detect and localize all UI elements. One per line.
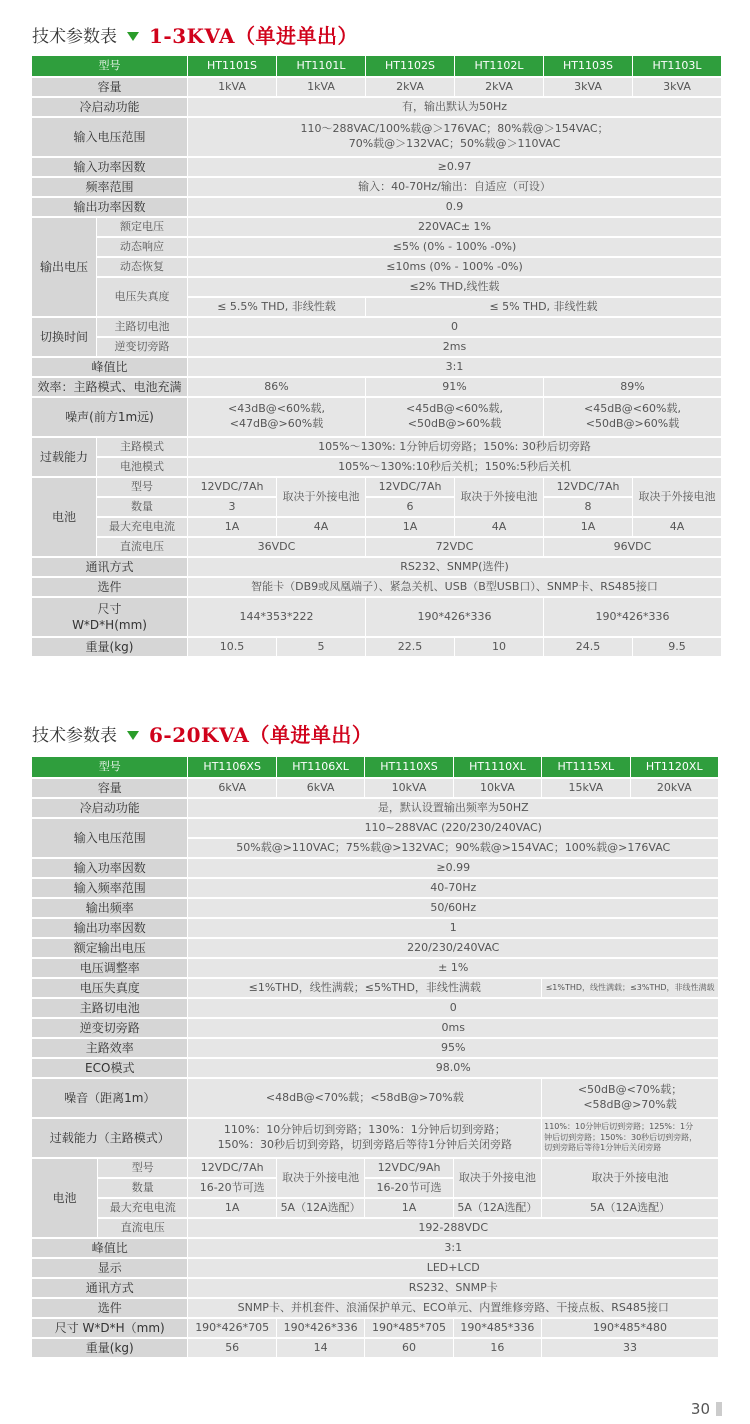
table-row xyxy=(32,118,721,156)
value-cell: 40-70Hz xyxy=(188,879,718,897)
value-cell: 取决于外接电池 xyxy=(455,478,543,516)
value-cell: 0ms xyxy=(188,1019,718,1037)
value-line: 钟后切到旁路；150%：30秒后切到旁路， xyxy=(544,1132,698,1142)
value-cell: 10.5 xyxy=(188,638,276,656)
row-label: 容量 xyxy=(32,78,187,96)
value-cell: 190*426*705 xyxy=(188,1319,275,1337)
value-cell: ≥0.99 xyxy=(188,859,718,877)
value-cell: 50%载@>110VAC；75%载@>132VAC；90%载@>154VAC；100%载@>176VAC xyxy=(188,839,718,857)
value-line: 70%载@＞132VAC；50%载@＞110VAC xyxy=(348,137,561,150)
value-cell: 95% xyxy=(188,1039,718,1057)
table-row xyxy=(32,1299,718,1317)
row-label: 通讯方式 xyxy=(32,1279,187,1297)
value-cell: 105%～130%: 1分钟后切旁路；150%: 30秒后切旁路 xyxy=(188,438,721,456)
value-cell: 1A xyxy=(544,518,632,536)
section-title-2 xyxy=(32,716,372,750)
value-cell: ± 1% xyxy=(188,959,718,977)
group-label: 输出电压 xyxy=(32,218,96,316)
table-row xyxy=(32,458,721,476)
row-label: 输入电压范围 xyxy=(32,118,187,156)
table-row xyxy=(32,578,721,596)
value-cell: 3:1 xyxy=(188,358,721,376)
table-row xyxy=(32,1239,718,1257)
sub-label: 数量 xyxy=(97,498,187,516)
value-line: <47dB@>60%载 xyxy=(229,417,324,430)
row-label: 输出功率因数 xyxy=(32,919,187,937)
value-cell: 20kVA xyxy=(631,779,718,797)
table-row xyxy=(32,1039,718,1057)
value-cell: 22.5 xyxy=(366,638,454,656)
value-cell: 12VDC/7Ah xyxy=(366,478,454,496)
value-cell: 16-20节可选 xyxy=(188,1179,275,1197)
model-cell: HT1120XL xyxy=(631,757,718,777)
value-cell: ≤ 5% THD, 非线性载 xyxy=(366,298,721,316)
value-cell: 14 xyxy=(277,1339,364,1357)
row-label: 选件 xyxy=(32,1299,187,1317)
value-cell: 50/60Hz xyxy=(188,899,718,917)
row-label: 输入功率因数 xyxy=(32,859,187,877)
value-cell: 190*485*336 xyxy=(454,1319,541,1337)
model-cell: HT1103S xyxy=(544,56,632,76)
value-cell: 取决于外接电池 xyxy=(542,1159,718,1197)
sub-label: 动态响应 xyxy=(97,238,187,256)
value-cell: 12VDC/7Ah xyxy=(188,1159,275,1177)
value-cell: 190*426*336 xyxy=(277,1319,364,1337)
row-label: 重量(kg) xyxy=(32,638,187,656)
sub-label: 型号 xyxy=(98,1159,187,1177)
value-cell: 60 xyxy=(365,1339,452,1357)
value-cell: 1A xyxy=(188,518,276,536)
value-cell: 192-288VDC xyxy=(188,1219,718,1237)
value-line: <43dB@<60%载, xyxy=(228,402,325,416)
value-cell: ≤ 5.5% THD, 非线性载 xyxy=(188,298,365,316)
row-label: 输入功率因数 xyxy=(32,158,187,176)
table-row xyxy=(32,318,721,336)
table-row xyxy=(32,178,721,196)
table-row xyxy=(32,1339,718,1357)
table-row xyxy=(32,919,718,937)
value-cell: 输入：40-70Hz/输出：自适应（可设） xyxy=(188,178,721,196)
value-cell: 220VAC± 1% xyxy=(188,218,721,236)
value-cell: <48dB@<70%载；<58dB@>70%载 xyxy=(188,1079,541,1117)
value-cell: 2ms xyxy=(188,338,721,356)
value-line: <45dB@<60%载, xyxy=(406,402,503,416)
page-number xyxy=(691,1400,722,1418)
table-row xyxy=(32,258,721,276)
table-row xyxy=(32,1059,718,1077)
section-title-range: 1-3KVA（单进单出） xyxy=(149,23,358,48)
value-cell: 33 xyxy=(542,1339,718,1357)
value-cell: 96VDC xyxy=(544,538,721,556)
value-cell: 1kVA xyxy=(188,78,276,96)
row-label: 电压失真度 xyxy=(32,979,187,997)
value-cell: 1A xyxy=(366,518,454,536)
table-row xyxy=(32,1219,718,1237)
value-cell: 0 xyxy=(188,318,721,336)
row-label: 噪声(前方1m远) xyxy=(32,398,187,436)
value-cell: 190*485*705 xyxy=(365,1319,452,1337)
value-cell xyxy=(542,1119,718,1157)
table-row xyxy=(32,638,721,656)
row-label: 峰值比 xyxy=(32,358,187,376)
row-label: 峰值比 xyxy=(32,1239,187,1257)
value-cell: ≥0.97 xyxy=(188,158,721,176)
model-cell: HT1106XS xyxy=(188,757,275,777)
value-cell: 190*485*480 xyxy=(542,1319,718,1337)
spec-table-6kva-20kva xyxy=(32,755,718,1359)
value-cell: 56 xyxy=(188,1339,275,1357)
table-row xyxy=(32,859,718,877)
model-cell: HT1103L xyxy=(633,56,721,76)
group-label: 电池 xyxy=(32,478,96,556)
table-row xyxy=(32,959,718,977)
model-cell: HT1110XS xyxy=(365,757,452,777)
sub-label: 逆变切旁路 xyxy=(97,338,187,356)
group-label: 电池 xyxy=(32,1159,97,1237)
row-label: 额定输出电压 xyxy=(32,939,187,957)
value-cell: 1 xyxy=(188,919,718,937)
value-cell: ≤2% THD,线性载 xyxy=(188,278,721,296)
value-cell: 5A（12A选配） xyxy=(454,1199,541,1217)
model-cell: HT1106XL xyxy=(277,757,364,777)
table-row xyxy=(32,98,721,116)
value-cell: 是，默认设置输出频率为50HZ xyxy=(188,799,718,817)
value-cell: 98.0% xyxy=(188,1059,718,1077)
table-row xyxy=(32,198,721,216)
row-label: 频率范围 xyxy=(32,178,187,196)
table-row xyxy=(32,939,718,957)
row-label: 重量(kg) xyxy=(32,1339,187,1357)
label-line: 尺寸 xyxy=(97,601,122,616)
model-cell: HT1102L xyxy=(455,56,543,76)
value-cell: 10kVA xyxy=(365,779,452,797)
value-line: <50dB@<70%载； xyxy=(577,1083,683,1097)
value-cell: 4A xyxy=(633,518,721,536)
value-cell: 取决于外接电池 xyxy=(277,478,365,516)
value-line: 110%：10分钟后切到旁路；125%：1分 xyxy=(544,1122,694,1132)
value-cell: 6kVA xyxy=(277,779,364,797)
value-cell: 6 xyxy=(366,498,454,516)
value-cell: 10 xyxy=(455,638,543,656)
value-cell: 4A xyxy=(455,518,543,536)
value-cell: 15kVA xyxy=(542,779,629,797)
value-cell: 86% xyxy=(188,378,365,396)
row-label: 型号 xyxy=(32,757,187,777)
label-line: W*D*H(mm) xyxy=(72,618,147,632)
row-label: 型号 xyxy=(32,56,187,76)
table-row xyxy=(32,757,718,777)
value-line: 150%：30秒后切到旁路，切到旁路后等待1分钟后关闭旁路 xyxy=(217,1138,513,1151)
value-cell: 取决于外接电池 xyxy=(633,478,721,516)
table-row xyxy=(32,819,718,837)
value-cell: 89% xyxy=(544,378,721,396)
section-title-label: 技术参数表 xyxy=(32,26,117,47)
table-row xyxy=(32,1159,718,1177)
row-label: 容量 xyxy=(32,779,187,797)
table-row xyxy=(32,398,721,436)
table-row xyxy=(32,899,718,917)
table-row xyxy=(32,438,721,456)
row-label: 逆变切旁路 xyxy=(32,1019,187,1037)
table-row xyxy=(32,218,721,236)
table-row xyxy=(32,1079,718,1117)
row-label: 过载能力（主路模式） xyxy=(32,1119,187,1157)
sub-label: 额定电压 xyxy=(97,218,187,236)
value-cell: 36VDC xyxy=(188,538,365,556)
value-cell: 3 xyxy=(188,498,276,516)
table-row xyxy=(32,779,718,797)
row-label xyxy=(32,598,187,636)
value-line: <50dB@>60%载 xyxy=(585,417,680,430)
value-cell: 6kVA xyxy=(188,779,275,797)
sub-label: 数量 xyxy=(98,1179,187,1197)
value-cell: 110~288VAC (220/230/240VAC) xyxy=(188,819,718,837)
value-cell: 16-20节可选 xyxy=(365,1179,452,1197)
row-label: 冷启动功能 xyxy=(32,98,187,116)
table-row xyxy=(32,238,721,256)
table-row xyxy=(32,1119,718,1157)
group-label: 切换时间 xyxy=(32,318,96,356)
value-cell: 有，输出默认为50Hz xyxy=(188,98,721,116)
table-row xyxy=(32,338,721,356)
value-cell: 1A xyxy=(188,1199,275,1217)
table-row xyxy=(32,158,721,176)
value-cell: ≤1%THD，线性满载；≤3%THD，非线性满载 xyxy=(542,979,718,997)
row-label: ECO模式 xyxy=(32,1059,187,1077)
sub-label: 直流电压 xyxy=(98,1219,187,1237)
value-line: <58dB@>70%载 xyxy=(583,1098,677,1111)
value-cell: 10kVA xyxy=(454,779,541,797)
value-cell: 1A xyxy=(365,1199,452,1217)
row-label: 选件 xyxy=(32,578,187,596)
sub-label: 电压失真度 xyxy=(97,278,187,316)
value-cell: 2kVA xyxy=(366,78,454,96)
value-cell: LED+LCD xyxy=(188,1259,718,1277)
table-row xyxy=(32,879,718,897)
table-row xyxy=(32,558,721,576)
value-line: 110%：10分钟后切到旁路；130%：1分钟后切到旁路； xyxy=(223,1123,506,1137)
value-cell: 24.5 xyxy=(544,638,632,656)
row-label: 输出功率因数 xyxy=(32,198,187,216)
sub-label: 型号 xyxy=(97,478,187,496)
value-cell: 9.5 xyxy=(633,638,721,656)
value-cell: 4A xyxy=(277,518,365,536)
value-cell: 0.9 xyxy=(188,198,721,216)
value-cell: 5A（12A选配） xyxy=(542,1199,718,1217)
table-row xyxy=(32,1199,718,1217)
page-marker xyxy=(716,1402,722,1416)
sub-label: 直流电压 xyxy=(97,538,187,556)
sub-label: 主路切电池 xyxy=(97,318,187,336)
table-row xyxy=(32,979,718,997)
value-cell xyxy=(188,1119,541,1157)
value-cell: 12VDC/7Ah xyxy=(544,478,632,496)
table-row xyxy=(32,598,721,636)
row-label: 输出频率 xyxy=(32,899,187,917)
value-cell xyxy=(542,1079,718,1117)
model-cell: HT1115XL xyxy=(542,757,629,777)
row-label: 输入频率范围 xyxy=(32,879,187,897)
table-row xyxy=(32,538,721,556)
row-label: 电压调整率 xyxy=(32,959,187,977)
value-cell: 16 xyxy=(454,1339,541,1357)
value-cell: 2kVA xyxy=(455,78,543,96)
value-cell: 190*426*336 xyxy=(366,598,543,636)
row-label: 尺寸 W*D*H（mm) xyxy=(32,1319,187,1337)
row-label: 主路效率 xyxy=(32,1039,187,1057)
table-row xyxy=(32,78,721,96)
row-label: 显示 xyxy=(32,1259,187,1277)
value-cell: 0 xyxy=(188,999,718,1017)
value-line: 110～288VAC/100%载@＞176VAC；80%载@＞154VAC； xyxy=(300,122,609,136)
row-label: 噪音（距离1m） xyxy=(32,1079,187,1117)
group-label: 过载能力 xyxy=(32,438,96,476)
value-cell: 智能卡（DB9或凤凰端子）、紧急关机、USB（B型USB口）、SNMP卡、RS485接口 xyxy=(188,578,721,596)
row-label: 输入电压范围 xyxy=(32,819,187,857)
value-cell: 3:1 xyxy=(188,1239,718,1257)
table-row xyxy=(32,1319,718,1337)
value-cell: ≤1%THD，线性满载；≤5%THD，非线性满载 xyxy=(188,979,541,997)
value-cell: 220/230/240VAC xyxy=(188,939,718,957)
triangle-down-icon xyxy=(127,731,139,740)
model-cell: HT1101L xyxy=(277,56,365,76)
value-cell: ≤10ms (0% - 100% -0%) xyxy=(188,258,721,276)
table-row xyxy=(32,358,721,376)
value-cell: 取决于外接电池 xyxy=(277,1159,364,1197)
value-cell: RS232、SNMP(选件) xyxy=(188,558,721,576)
value-cell xyxy=(188,398,365,436)
table-row xyxy=(32,478,721,496)
value-cell: 91% xyxy=(366,378,543,396)
table-row xyxy=(32,378,721,396)
value-cell: 144*353*222 xyxy=(188,598,365,636)
spec-table-1kva-3kva xyxy=(32,54,718,658)
value-line: 切到旁路后等待1分钟后关闭旁路 xyxy=(544,1143,662,1153)
value-cell: 12VDC/9Ah xyxy=(365,1159,452,1177)
row-label: 主路切电池 xyxy=(32,999,187,1017)
table-row xyxy=(32,799,718,817)
value-cell xyxy=(366,398,543,436)
row-label: 通讯方式 xyxy=(32,558,187,576)
value-cell xyxy=(188,118,721,156)
value-cell: 5 xyxy=(277,638,365,656)
model-cell: HT1101S xyxy=(188,56,276,76)
section-title-label: 技术参数表 xyxy=(32,725,117,746)
sub-label: 主路模式 xyxy=(97,438,187,456)
triangle-down-icon xyxy=(127,32,139,41)
row-label: 冷启动功能 xyxy=(32,799,187,817)
value-cell: 190*426*336 xyxy=(544,598,721,636)
value-line: <50dB@>60%载 xyxy=(407,417,502,430)
sub-label: 最大充电电流 xyxy=(98,1199,187,1217)
value-cell: RS232、SNMP卡 xyxy=(188,1279,718,1297)
table-row xyxy=(32,56,721,76)
value-cell: 3kVA xyxy=(633,78,721,96)
model-cell: HT1110XL xyxy=(454,757,541,777)
section-title-range: 6-20KVA（单进单出） xyxy=(149,722,373,747)
value-cell xyxy=(544,398,721,436)
page-number-text: 30 xyxy=(690,1400,710,1418)
table-row xyxy=(32,999,718,1017)
section-title-1 xyxy=(32,17,358,51)
value-cell: 5A（12A选配） xyxy=(277,1199,364,1217)
sub-label: 动态恢复 xyxy=(97,258,187,276)
value-cell: SNMP卡、并机套件、浪涌保护单元、ECO单元、内置维修旁路、干接点板、RS485接口 xyxy=(188,1299,718,1317)
value-cell: 8 xyxy=(544,498,632,516)
table-row xyxy=(32,1259,718,1277)
sub-label: 电池模式 xyxy=(97,458,187,476)
sub-label: 最大充电电流 xyxy=(97,518,187,536)
value-cell: 12VDC/7Ah xyxy=(188,478,276,496)
table-row xyxy=(32,1019,718,1037)
value-cell: 取决于外接电池 xyxy=(454,1159,541,1197)
table-row xyxy=(32,1279,718,1297)
value-cell: 105%～130%:10秒后关机；150%:5秒后关机 xyxy=(188,458,721,476)
value-cell: 72VDC xyxy=(366,538,543,556)
value-cell: 1kVA xyxy=(277,78,365,96)
table-row xyxy=(32,278,721,296)
value-cell: 3kVA xyxy=(544,78,632,96)
table-row xyxy=(32,498,721,516)
value-cell: ≤5% (0% - 100% -0%) xyxy=(188,238,721,256)
row-label: 效率：主路模式、电池充满 xyxy=(32,378,187,396)
model-cell: HT1102S xyxy=(366,56,454,76)
value-line: <45dB@<60%载, xyxy=(584,402,681,416)
table-row xyxy=(32,518,721,536)
